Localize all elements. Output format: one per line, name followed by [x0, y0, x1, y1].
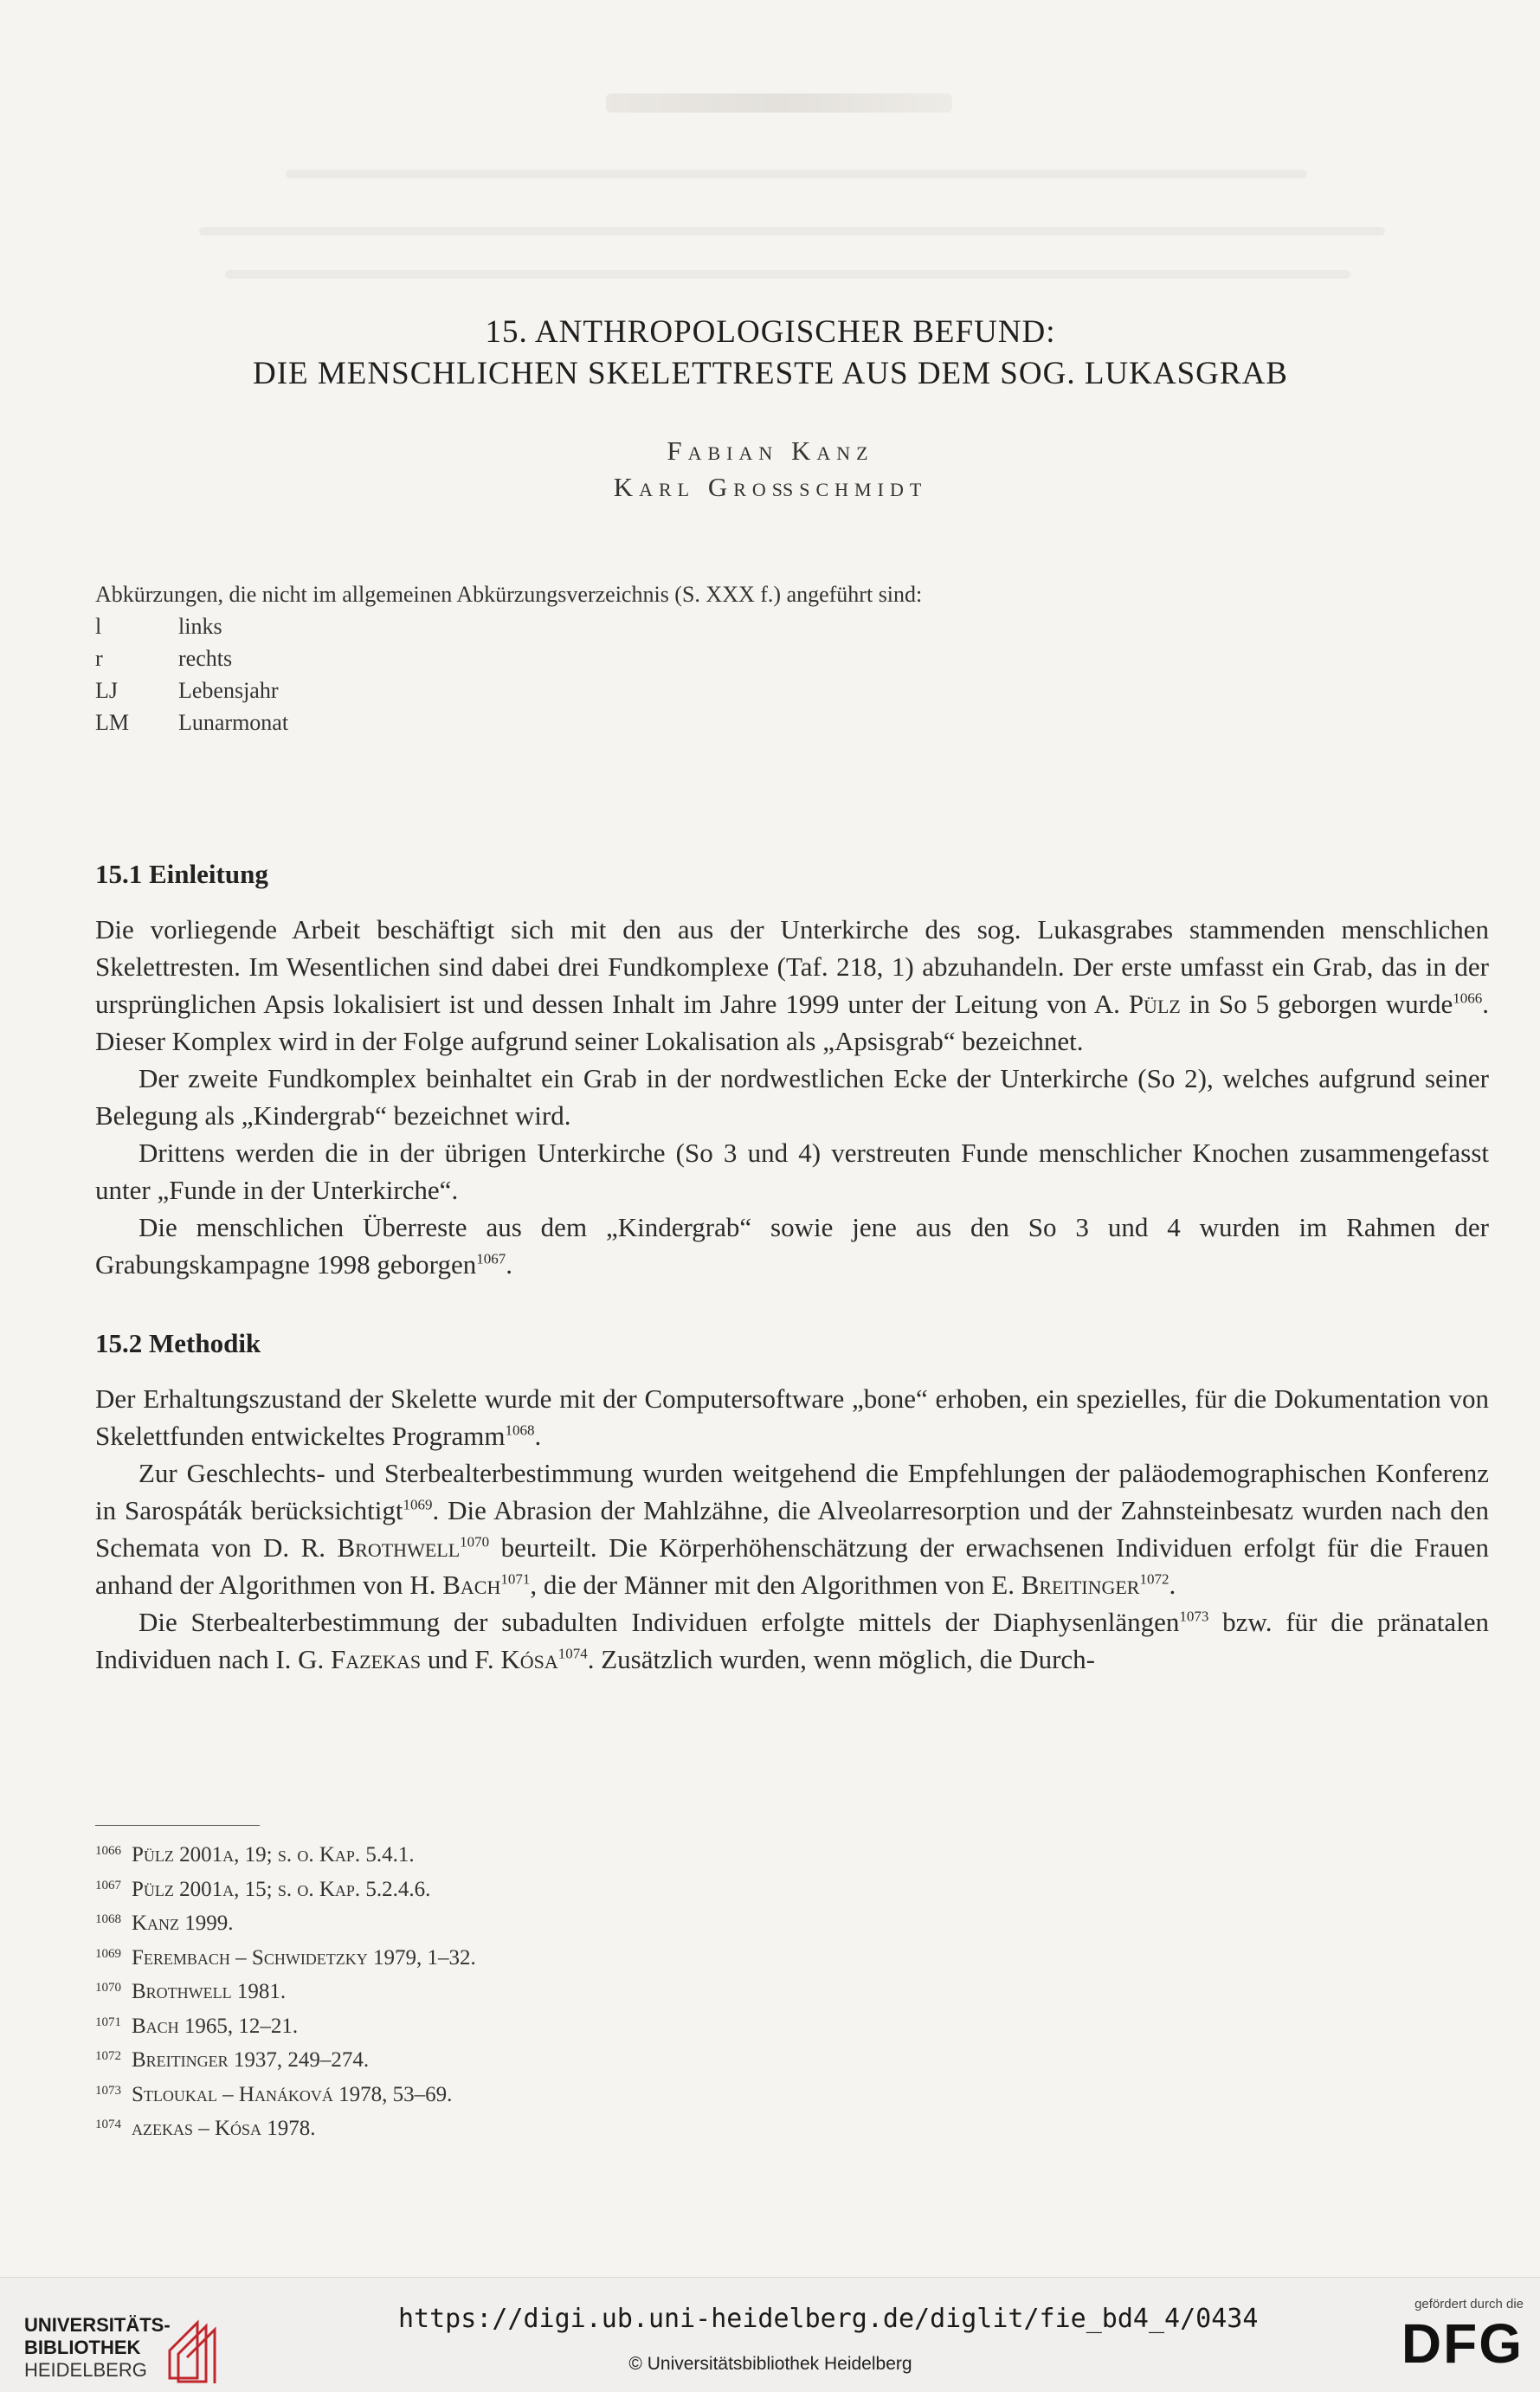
dfg-funder-logo[interactable] — [1368, 2297, 1524, 2383]
author-name: Fabian Kanz — [667, 435, 874, 466]
bleed-through-line — [286, 170, 1307, 178]
author-reference: Breitinger — [1021, 1570, 1140, 1600]
logo-text: BIBLIOTHEK — [24, 2337, 141, 2358]
footnote-marker[interactable]: 1073 — [1179, 1608, 1209, 1625]
abbreviations-block — [95, 578, 1446, 738]
footnote-divider — [95, 1825, 260, 1826]
abbreviation-key: LJ — [95, 678, 118, 703]
bleed-through-line — [199, 227, 1385, 235]
permalink-url[interactable]: https://digi.ub.uni-heidelberg.de/diglit/fie_bd4_4/0434 — [398, 2304, 1259, 2334]
footnote: $^{1074}$ azekas – Kósa 1978. — [95, 2117, 316, 2140]
footnote-marker[interactable]: 1068 — [505, 1422, 535, 1439]
logo-text: UNIVERSITÄTS- — [24, 2314, 171, 2336]
chapter-title-line-2: DIE MENSCHLICHEN SKELETTRESTE AUS DEM SOG. LUKASGRAB — [253, 356, 1288, 391]
authors — [95, 433, 1446, 506]
footnote: $^{1066}$ Pülz 2001a, 19; s. o. Kap. 5.4.1. — [95, 1843, 415, 1867]
ub-heidelberg-logo[interactable] — [24, 2316, 249, 2385]
footnote: $^{1073}$ Stloukal – Hanáková 1978, 53–69. — [95, 2082, 453, 2106]
author-reference: Fazekas — [331, 1644, 422, 1674]
author-name: Karl Großschmidt — [613, 472, 928, 502]
main-text — [95, 857, 1489, 1678]
author-reference: Brothwell — [337, 1532, 461, 1563]
bleed-through-line — [225, 270, 1350, 279]
footnote: $^{1070}$ Brothwell 1981. — [95, 1980, 287, 2003]
abbreviation-row — [95, 610, 1446, 642]
funder-label: gefördert durch die — [1414, 2297, 1524, 2311]
paragraph: Der Erhaltungszustand der Skelette wurde mit der Computersoftware „bone“ erhoben, ein spezielles, für die Dokumentation von Skelettfunden entwickeltes Programm$^{1068}$. — [95, 1383, 1489, 1451]
paragraph: Die menschlichen Überreste aus dem „Kindergrab“ sowie jene aus den So 3 und 4 wurden im Rahmen der Grabungskampagne 1998 geborgen$^{1067}$. — [95, 1212, 1489, 1280]
library-mark-icon — [163, 2316, 223, 2385]
footnote: $^{1071}$ Bach 1965, 12–21. — [95, 2014, 299, 2038]
footnote: $^{1069}$ Ferembach – Schwidetzky 1979, 1–32. — [95, 1945, 476, 1970]
abbreviation-value: Lunarmonat — [178, 710, 289, 735]
footnote: $^{1068}$ Kanz 1999. — [95, 1912, 234, 1935]
paragraph: Der zweite Fundkomplex beinhaltet ein Grab in der nordwestlichen Ecke der Unterkirche (So 2), welches aufgrund seiner Belegung als „Kindergrab“ bezeichnet wird. — [95, 1063, 1489, 1131]
chapter-title — [95, 312, 1446, 395]
logo-text: HEIDELBERG — [24, 2359, 147, 2381]
paragraph: Zur Geschlechts- und Sterbealterbestimmung wurden weitgehend die Empfehlungen der paläodemographischen Konferenz in Sarospáták berücksichtigt$^{1069}$. Die Abrasion der Mahlzähne, die Alveolarresorption und der Zahnsteinbesatz wurden nach den Schemata von D. R. Brothwell$^{1070}$ beurteilt. Die Körperhöhenschätzung der erwachsenen Individuen erfolgt für die Frauen anhand der Algorithmen von H. Bach$^{1071}$, die der Männer mit den Algorithmen von E. Breitinger$^{1072}$. — [95, 1458, 1489, 1600]
footnote: $^{1067}$ Pülz 2001a, 15; s. o. Kap. 5.2.4.6. — [95, 1877, 431, 1901]
author-reference: Bach — [442, 1570, 501, 1600]
footnotes — [95, 1825, 874, 2144]
abbreviation-value: Lebensjahr — [178, 678, 279, 703]
copyright-notice: © Universitätsbibliothek Heidelberg — [628, 2354, 912, 2374]
abbreviations-intro: Abkürzungen, die nicht im allgemeinen Abkürzungsverzeichnis (S. XXX f.) angeführt sind: — [95, 582, 923, 607]
abbreviation-row — [95, 674, 1446, 706]
dfg-logo-text: DFG — [1401, 2312, 1524, 2375]
section-heading-einleitung: 15.1 Einleitung — [95, 859, 268, 889]
paragraph: Die vorliegende Arbeit beschäftigt sich mit den aus der Unterkirche des sog. Lukasgrabes stammenden menschlichen Skelettresten. Im Wesentlichen sind dabei drei Fundkomplexe (Taf. 218, 1) abzuhandeln. Der erste umfasst ein Grab, das in der ursprünglichen Apsis lokalisiert ist und dessen Inhalt im Jahre 1999 unter der Leitung von A. Pülz in So 5 geborgen wurde$^{1066}$. Dieser Komplex wird in der Folge aufgrund seiner Lokalisation als „Apsisgrab“ bezeichnet. — [95, 914, 1490, 1056]
footnote-marker[interactable]: 1072 — [1139, 1570, 1169, 1588]
bleed-through-header — [606, 93, 952, 113]
section-heading-methodik: 15.2 Methodik — [95, 1328, 261, 1358]
viewer-footer — [0, 2277, 1540, 2392]
author-reference: Pülz — [1128, 989, 1181, 1019]
footnote: $^{1072}$ Breitinger 1937, 249–274. — [95, 2048, 370, 2072]
author-reference: Kósa — [500, 1644, 558, 1674]
footnote-marker[interactable]: 1070 — [460, 1533, 490, 1551]
paragraph: Die Sterbealterbestimmung der subadulten Individuen erfolgte mittels der Diaphysenlängen$^{1073}$ bzw. für die pränatalen Individuen nach I. G. Fazekas und F. Kósa$^{1074}$. Zusätzlich wurden, wenn möglich, die Durch- — [95, 1607, 1489, 1674]
abbreviation-value: links — [178, 614, 222, 639]
abbreviation-row — [95, 642, 1446, 674]
paragraph: Drittens werden die in der übrigen Unterkirche (So 3 und 4) verstreuten Funde menschlicher Knochen zusammengefasst unter „Funde in der Unterkirche“. — [95, 1138, 1489, 1205]
abbreviation-row — [95, 706, 1446, 738]
abbreviation-value: rechts — [178, 646, 233, 671]
abbreviation-key: r — [95, 646, 103, 671]
abbreviation-key: LM — [95, 710, 129, 735]
abbreviation-key: l — [95, 614, 102, 639]
footnote-marker[interactable]: 1066 — [1453, 990, 1483, 1007]
footnote-marker[interactable]: 1069 — [403, 1496, 433, 1513]
footnote-marker[interactable]: 1074 — [557, 1645, 588, 1662]
footnote-marker[interactable]: 1071 — [500, 1570, 531, 1588]
chapter-title-line-1: 15. ANTHROPOLOGISCHER BEFUND: — [485, 314, 1056, 350]
footnote-marker[interactable]: 1067 — [476, 1250, 506, 1267]
